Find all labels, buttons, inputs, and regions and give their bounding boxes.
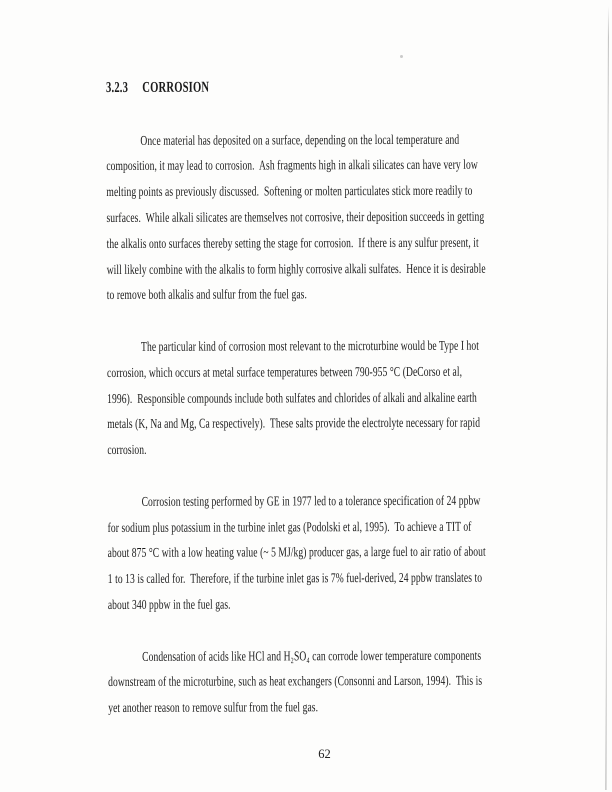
section-heading xyxy=(106,74,612,102)
paragraph-acid-condensation: Condensation of acids like HCl and H₂SO₄ can corrode lower temperature components downstream of the microturbine, such as heat exchangers (Consonni and Larson, 1994). This is yet another reason to remove sulfur from the fuel gas. xyxy=(108,647,483,716)
section-number: 3.2.3 xyxy=(106,79,129,96)
scan-speck-artifact xyxy=(400,55,403,58)
text-column xyxy=(106,74,612,721)
paragraph-ge-corrosion-testing: Corrosion testing performed by GE in 1977 led to a tolerance specification of 24 ppbw for sodium plus potassium in the turbine inlet gas (Podolski et al, 1995). To achieve a TIT of about 875 °C with a low heating value (~ 5 MJ/kg) producer gas, a large fuel to air ratio of about 1 to 13 is called for. Therefore, if the turbine inlet gas is 7% fuel-derived, 24 ppbw translates to about 340 ppbw in the fuel gas. xyxy=(107,492,486,612)
page-number: 62 xyxy=(318,747,331,761)
paragraph-type1-hot-corrosion: The particular kind of corrosion most relevant to the microturbine would be Type I hot corrosion, which occurs at metal surface temperatures between 790-955 °C (DeCorso et al, 1996). Responsible compounds include both sulfates and chlorides of alkali and alkaline earth metals (K, Na and Mg, Ca respectively). These salts provide the electrolyte necessary for rapid corrosion. xyxy=(107,337,481,458)
paragraph-deposition-corrosion: Once material has deposited on a surface, depending on the local temperature and composition, it may lead to corrosion. Ash fragments high in alkali silicates can have very low melting points as previously discussed. Softening or molten particulates stick more readily to surfaces. While alkali silicates are themselves not corrosive, their deposition succeeds in getting the alkalis onto surfaces thereby setting the stage for corrosion. If there is any sulfur present, it will likely combine with the alkalis to form highly corrosive alkali sulfates. Hence it is desirable to remove both alkalis and sulfur from the fuel gas. xyxy=(106,131,486,303)
section-title: CORROSION xyxy=(142,79,210,96)
